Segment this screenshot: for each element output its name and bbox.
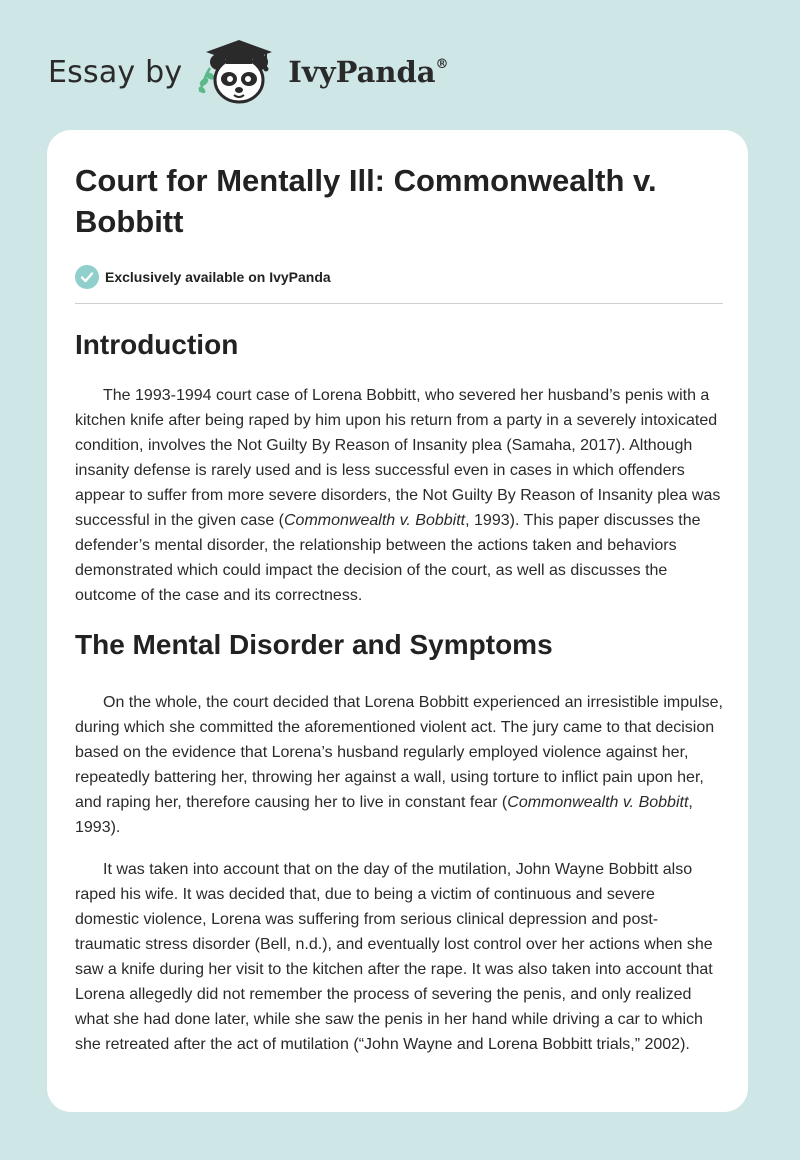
exclusive-badge — [75, 265, 723, 289]
page-title: Court for Mentally Ill: Commonwealth v. Bobbitt — [75, 163, 657, 239]
check-circle-icon — [75, 265, 99, 289]
section-heading-introduction: Introduction — [75, 329, 239, 360]
registered-mark: ® — [435, 57, 449, 72]
essay-by-label: Essay by — [48, 54, 183, 90]
paragraph: On the whole, the court decided that Lorena Bobbitt experienced an irresistible impulse, during which she committed the aforementioned violent act. The jury came to that decision based on the evidence that Lorena’s husband regularly employed violence against her, repeatedly battering her, throwing her against a wall, using torture to inflict pain upon her, and raping her, therefore causing her to live in constant fear (Commonwealth v. Bobbitt, 1993). — [75, 694, 723, 836]
badge-label: Exclusively available on IvyPanda — [105, 269, 331, 285]
panda-logo-icon[interactable] — [194, 34, 280, 110]
brand-name[interactable]: IvyPanda® — [288, 55, 449, 89]
paragraph: It was taken into account that on the day of the mutilation, John Wayne Bobbitt also raped his wife. It was decided that, due to being a victim of continuous and severe domestic violence, Lorena was suffering from serious clinical depression and post-traumatic stress disorder (Bell, n.d.), and eventually lost control over her actions when she saw a knife during her visit to the kitchen after the rape. It was also taken into account that Lorena allegedly did not remember the process of severing the penis, and only realized what she had done later, while she saw the penis in her hand while driving a car to which she retreated after the act of mutilation (“John Wayne and Lorena Bobbitt trials,” 2002). — [75, 861, 713, 1053]
site-header — [48, 34, 449, 110]
essay-content — [75, 160, 723, 1057]
paragraph: The 1993-1994 court case of Lorena Bobbitt, who severed her husband’s penis with a kitchen knife after being raped by him upon his return from a party in a severely intoxicated condition, involves the Not Guilty By Reason of Insanity plea (Samaha, 2017). Although insanity defense is rarely used and is less successful even in cases in which offenders appear to suffer from more severe disorders, the Not Guilty By Reason of Insanity plea was successful in the given case (Commonwealth v. Bobbitt, 1993). This paper discusses the defender’s mental disorder, the relationship between the actions taken and behaviors demonstrated which could impact the decision of the court, as well as discusses the outcome of the case and its correctness. — [75, 387, 721, 604]
essay-card — [47, 130, 748, 1112]
section-heading-mental-disorder: The Mental Disorder and Symptoms — [75, 629, 553, 660]
divider — [75, 303, 723, 304]
